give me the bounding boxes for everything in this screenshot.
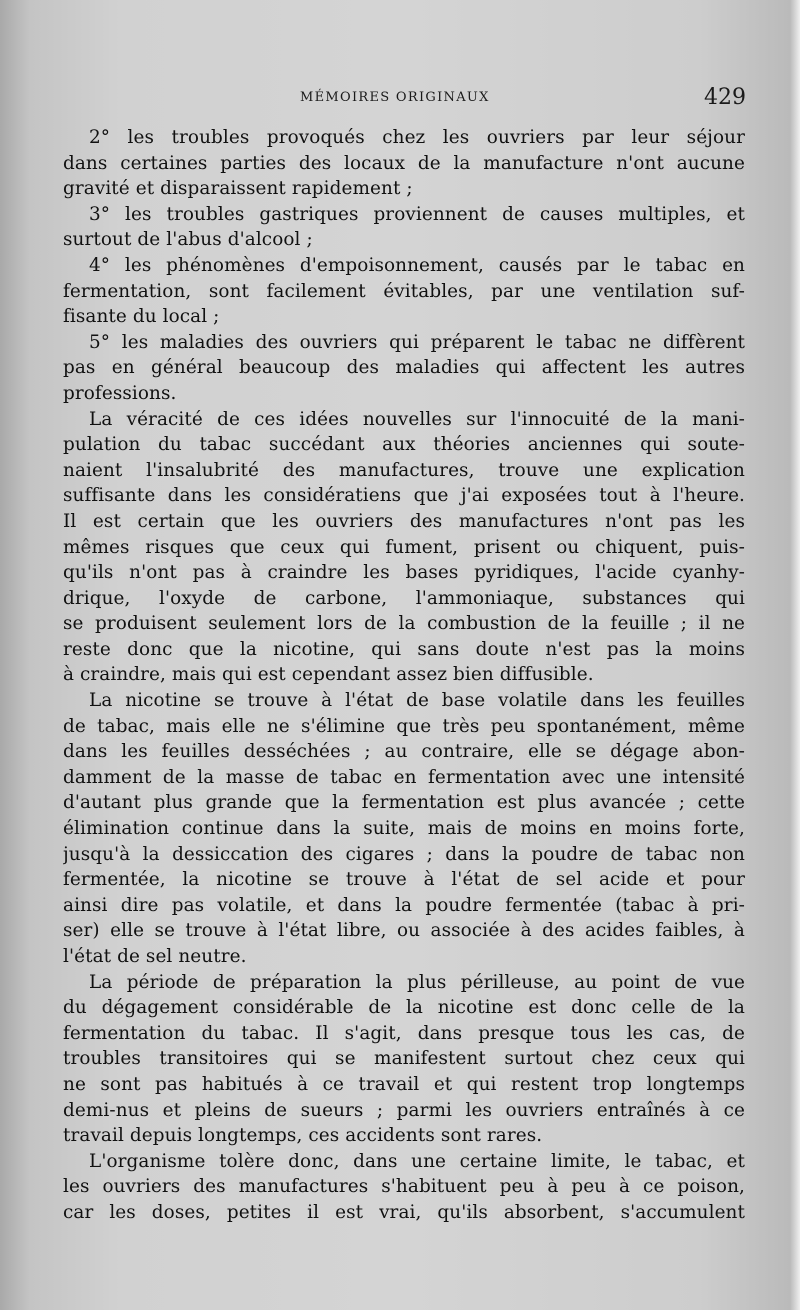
text-line: élimination continue dans la suite, mais de moins en moins forte, xyxy=(63,818,745,840)
text-line: naient l'insalubrité des manufactures, trouve une explication xyxy=(63,459,745,481)
text-line: La période de préparation la plus périlleuse, au point de vue xyxy=(89,971,745,993)
text-line: dans les feuilles desséchées ; au contraire, elle se dégage abon- xyxy=(63,741,745,763)
text-line: demi-nus et pleins de sueurs ; parmi les ouvriers entraînés à ce xyxy=(63,1099,745,1121)
text-line: pulation du tabac succédant aux théories anciennes qui soute- xyxy=(63,434,745,456)
text-line: gravité et disparaissent rapidement ; xyxy=(63,178,413,200)
text-line: d'autant plus grande que la fermentation est plus avancée ; cette xyxy=(63,792,745,814)
text-line: dans certaines parties des locaux de la manufacture n'ont aucune xyxy=(63,152,745,174)
text-line: ainsi dire pas volatile, et dans la poudre fermentée (tabac à pri- xyxy=(63,894,745,916)
text-line: à craindre, mais qui est cependant assez bien diffusible. xyxy=(63,664,594,686)
page-edge xyxy=(790,0,800,1310)
text-line: 5° les maladies des ouvriers qui préparent le tabac ne diffèrent xyxy=(89,331,745,353)
text-line: fermentée, la nicotine se trouve à l'état de sel acide et pour xyxy=(63,869,745,891)
text-line: car les doses, petites il est vrai, qu'ils absorbent, s'accumulent xyxy=(63,1201,745,1223)
text-line: les ouvriers des manufactures s'habituent peu à peu à ce poison, xyxy=(63,1176,745,1198)
text-line: La nicotine se trouve à l'état de base volatile dans les feuilles xyxy=(89,690,745,712)
text-line: ne sont pas habitués à ce travail et qui restent trop longtemps xyxy=(63,1073,745,1095)
text-line: professions. xyxy=(63,382,177,404)
text-line: L'organisme tolère donc, dans une certaine limite, le tabac, et xyxy=(89,1150,745,1172)
text-line: drique, l'oxyde de carbone, l'ammoniaque, substances qui xyxy=(63,587,745,609)
text-line: se produisent seulement lors de la combustion de la feuille ; il ne xyxy=(63,613,745,635)
text-line: fisante du local ; xyxy=(63,306,220,328)
text-line: mêmes risques que ceux qui fument, prisent ou chiquent, puis- xyxy=(63,536,745,558)
text-line: qu'ils n'ont pas à craindre les bases pyridiques, l'acide cyanhy- xyxy=(63,562,745,584)
text-line: 3° les troubles gastriques proviennent de causes multiples, et xyxy=(89,203,745,225)
text-line: suffisante dans les considératiens que j'ai exposées tout à l'heure. xyxy=(63,485,745,507)
body-text xyxy=(63,125,745,1226)
text-line: 2° les troubles provoqués chez les ouvriers par leur séjour xyxy=(89,127,745,148)
text-line: Il est certain que les ouvriers des manufactures n'ont pas les xyxy=(63,510,745,532)
text-line: l'état de sel neutre. xyxy=(63,946,247,967)
text-line: pas en général beaucoup des maladies qui affectent les autres xyxy=(63,357,745,379)
text-line: surtout de l'abus d'alcool ; xyxy=(63,229,313,251)
text-line: reste donc que la nicotine, qui sans doute n'est pas la moins xyxy=(63,638,745,660)
text-line: du dégagement considérable de la nicotine est donc celle de la xyxy=(63,997,745,1019)
text-line: jusqu'à la dessiccation des cigares ; dans la poudre de tabac non xyxy=(63,843,745,865)
text-line: fermentation du tabac. Il s'agit, dans presque tous les cas, de xyxy=(63,1022,745,1044)
text-line: ser) elle se trouve à l'état libre, ou associée à des acides faibles, à xyxy=(63,920,745,942)
text-line: travail depuis longtemps, ces accidents sont rares. xyxy=(63,1125,543,1147)
text-line: fermentation, sont facilement évitables, par une ventilation suf- xyxy=(63,280,745,302)
running-title: MÉMOIRES ORIGINAUX xyxy=(300,90,490,105)
text-line: La véracité de ces idées nouvelles sur l'innocuité de la mani- xyxy=(89,408,745,430)
text-line: damment de la masse de tabac en fermentation avec une intensité xyxy=(63,766,745,788)
text-line: 4° les phénomènes d'empoisonnement, causés par le tabac en xyxy=(89,254,745,276)
text-line: troubles transitoires qui se manifestent surtout chez ceux qui xyxy=(63,1048,745,1070)
page-number: 429 xyxy=(704,85,746,110)
text-line: de tabac, mais elle ne s'élimine que très peu spontanément, même xyxy=(63,715,745,737)
